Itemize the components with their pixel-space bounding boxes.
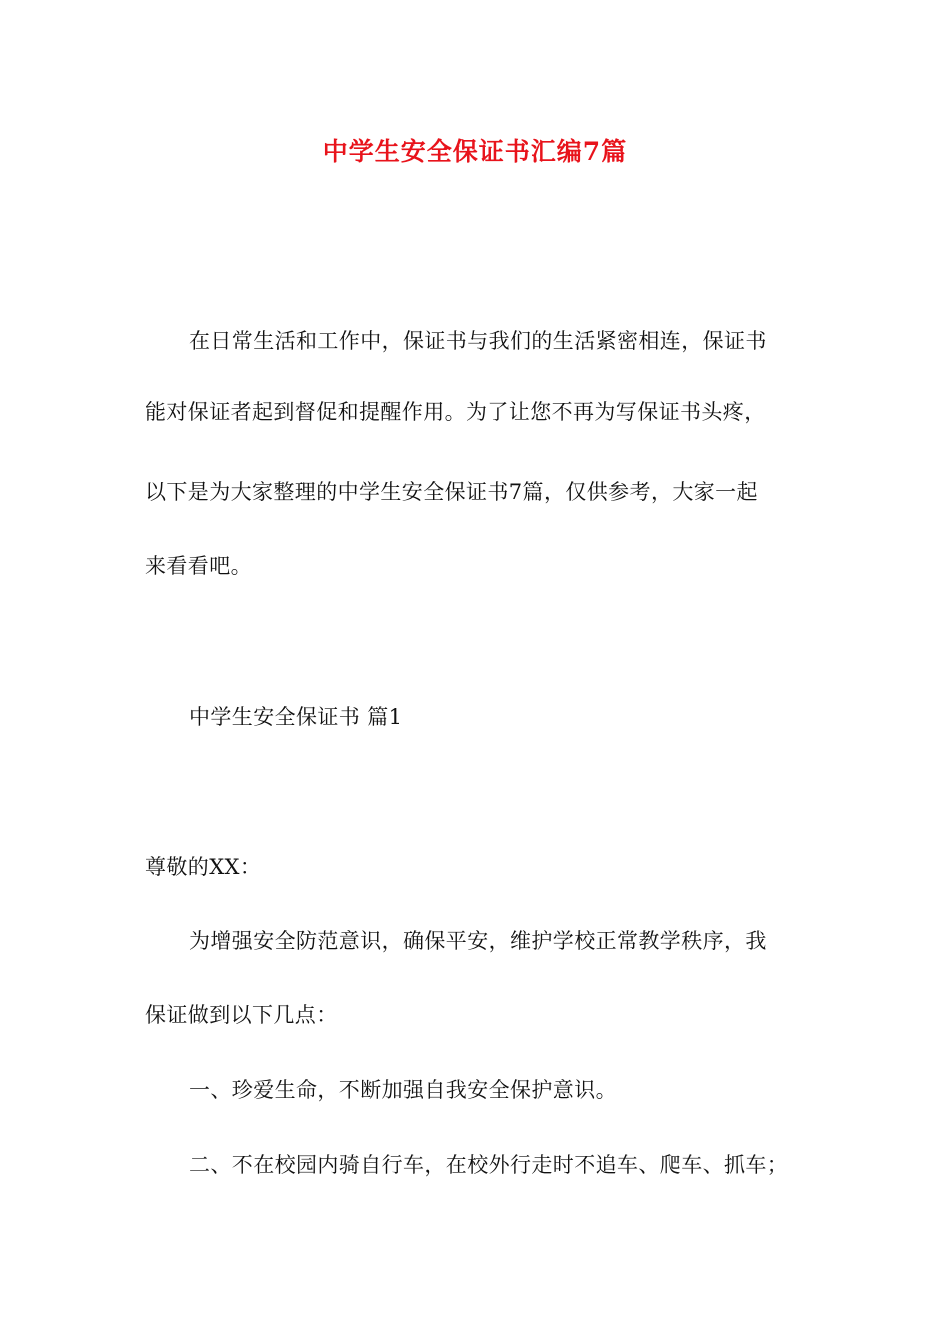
- salutation: 尊敬的XX：: [145, 855, 262, 879]
- body-line-4: 二、不在校园内骑自行车，在校外行走时不追车、爬车、抓车；: [189, 1153, 789, 1177]
- document-title: 中学生安全保证书汇编7篇: [322, 137, 628, 166]
- intro-line-3: 以下是为大家整理的中学生安全保证书7篇，仅供参考，大家一起: [145, 480, 758, 504]
- intro-line-2: 能对保证者起到督促和提醒作用。为了让您不再为写保证书头疼，: [145, 400, 766, 424]
- body-line-1: 为增强安全防范意识，确保平安，维护学校正常教学秩序，我: [189, 929, 767, 953]
- section-heading: 中学生安全保证书 篇1: [189, 705, 403, 729]
- body-line-2: 保证做到以下几点：: [145, 1003, 338, 1027]
- intro-line-4: 来看看吧。: [145, 554, 252, 578]
- intro-line-1: 在日常生活和工作中，保证书与我们的生活紧密相连，保证书: [189, 329, 767, 353]
- body-line-3: 一、珍爱生命，不断加强自我安全保护意识。: [189, 1078, 617, 1102]
